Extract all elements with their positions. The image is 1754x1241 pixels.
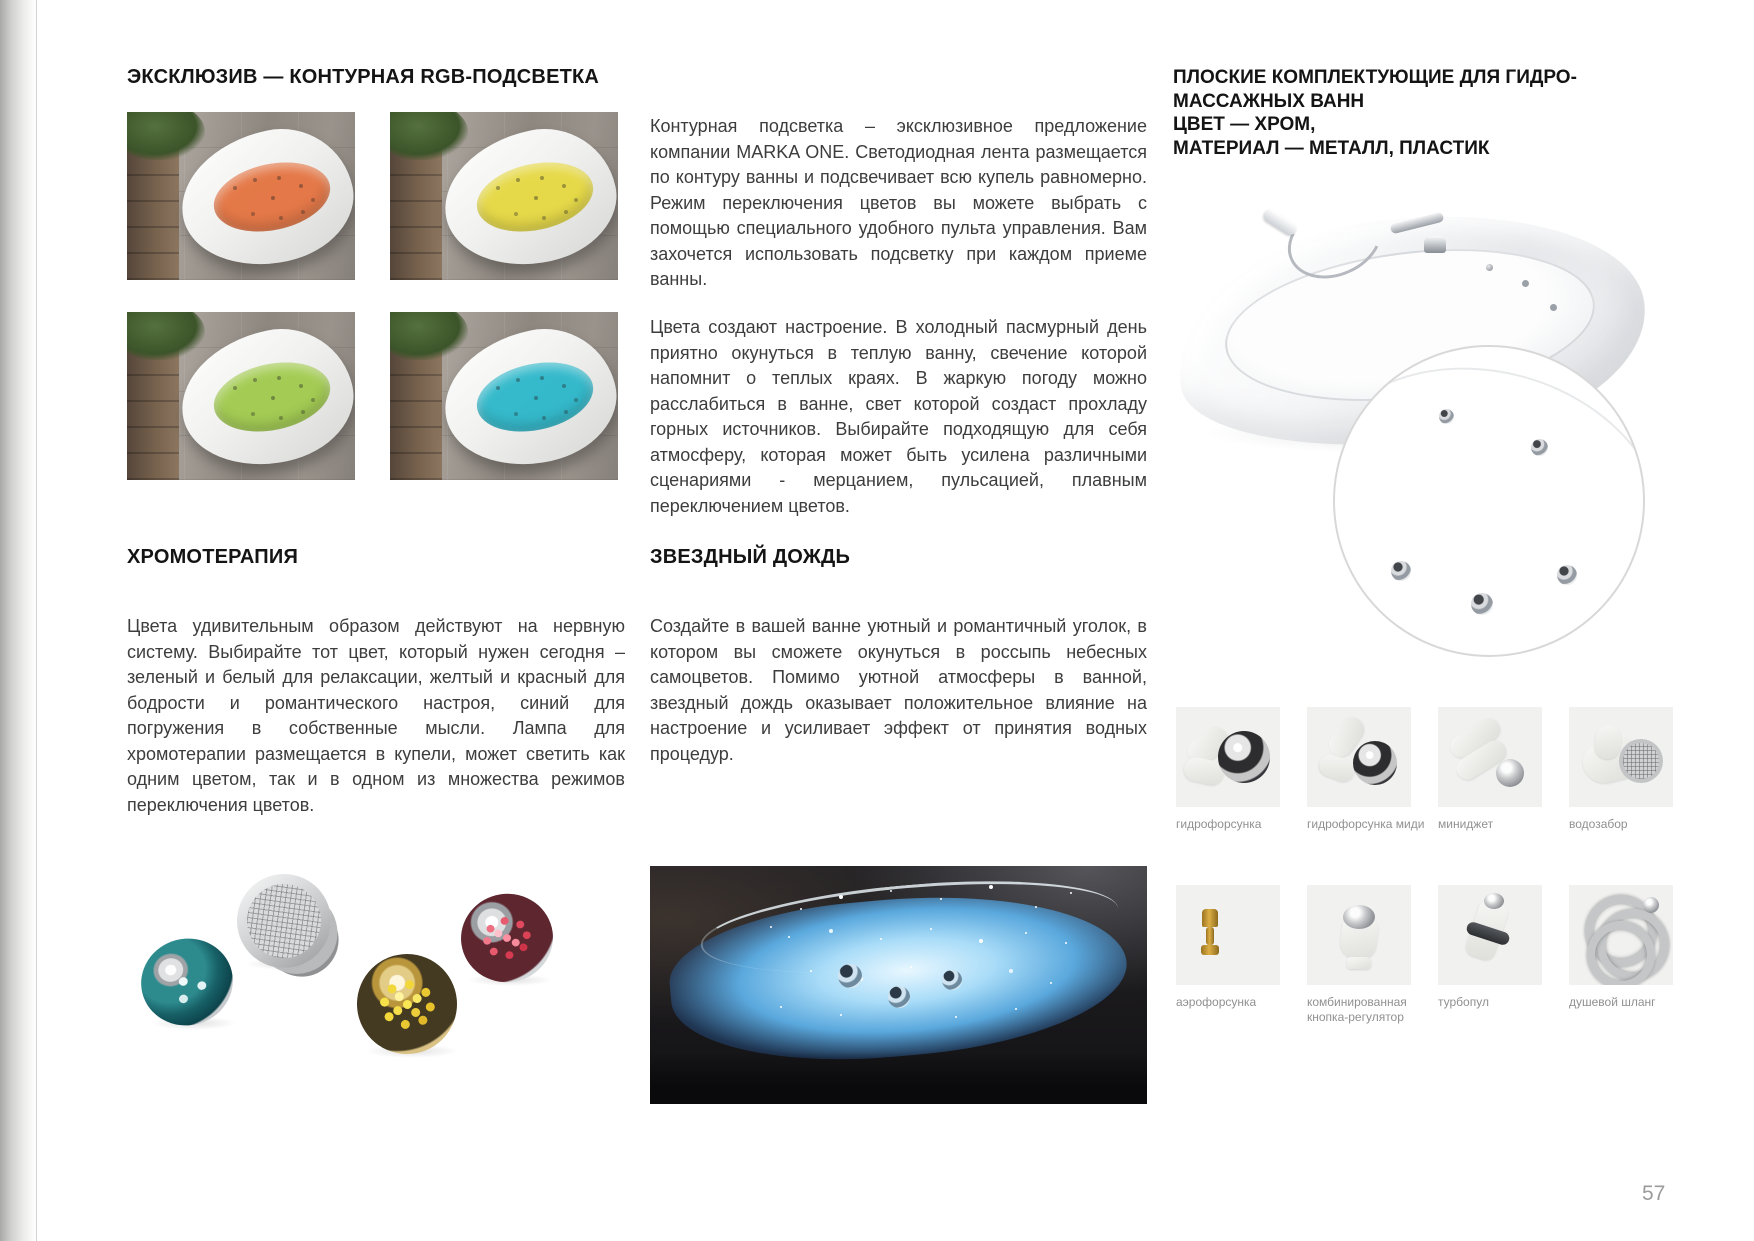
hydromassage-bathtub-image [1168,190,1663,672]
jet [888,986,910,1008]
shower-hose-photo [1569,885,1673,985]
jet [1439,409,1454,424]
chromotherapy-led-lamps-image [125,858,570,1118]
mesh-face [242,879,326,963]
jet-dots [271,196,275,200]
hose-fitting [1643,897,1659,913]
chrome-mixer [1424,236,1446,253]
hydrojet-photo [1176,707,1280,807]
white-flange [1347,957,1371,969]
hand-shower [1261,207,1298,237]
chrome-mesh-lamp [231,868,337,974]
heading-line: ПЛОСКИЕ КОМПЛЕКТУЮЩИЕ ДЛЯ ГИДРО- [1173,67,1577,88]
jet-dots [534,396,538,400]
brass-stem [1206,927,1214,945]
heading-line: ЦВЕТ — ХРОМ, [1173,114,1316,135]
lamp-dots [178,976,189,986]
rgb-bathtub-image-grid [127,112,625,480]
page-number: 57 [1642,1182,1666,1205]
star-rain-paragraph: Создайте в вашей ванне уютный и романтичный уголок, в котором вы сможете окунуться в россыпь небесных самоцветов. Помимо уютной атмосферы в ванной, звездный дождь оказывает положительное влияние на настроение и усиливает эффект от принятия водных процедур. [650,616,1147,764]
component-combo-control-button [1307,885,1431,1025]
components-section-heading [1173,66,1673,160]
jet-dots [534,196,538,200]
component-label: аэрофорсунка [1176,995,1257,1009]
jet-face [1496,759,1524,787]
minijet-photo [1438,707,1542,807]
lamp-dots [503,934,512,943]
rgb-paragraph-2: Цвета создают настроение. В холодный пасмурный день приятно окунуться в теплую ванну, свечение которой напомнит о теплых краях. В жаркую погоду можно расслабиться в ванне, свет которой создаст прохладу горных источников. Выбирайте подходящую для себя атмосферу, которая может быть усилена различными сценариями - мерцанием, пульсацией, плавным переключением цветов. [650,317,1147,516]
mesh-cap [1623,743,1659,779]
component-label: комбинированная кнопка-регулятор [1307,995,1407,1024]
magnifier-circle-inset [1333,345,1645,657]
component-label: гидрофорсунка миди [1307,817,1425,831]
gold-led-lamp [352,949,462,1059]
brass-base [1201,945,1219,955]
hydrojet-midi-photo [1307,707,1411,807]
bathtub-cyan-backlight-image [390,312,618,480]
dark-floor [650,1052,1147,1104]
jet [942,970,962,990]
jet [1471,593,1493,615]
jet [838,964,862,988]
rgb-paragraph-1: Контурная подсветка – эксклюзивное предложение компании MARKA ONE. Светодиодная лента размещается по контуру ванны и подсвечивает всю купель равномерно. Режим переключения цветов вы можете выбрать с помощью специального удобного пульта управления. Вам захочется использовать подсветку при каждом приеме ванны. [650,116,1147,289]
hose-coil [1587,921,1655,985]
component-hydrojet [1176,707,1300,832]
bathtub-yellow-backlight-image [390,112,618,280]
chromotherapy-paragraph: Цвета удивительным образом действуют на нервную систему. Выбирайте тот цвет, который нужен сегодня – зеленый и белый для релаксации, желтый и красный для бодрости и романтического настроя, синий для погружения в собственные мысли. Лампа для хромотерапии размещается в купели, может светить как одним цветом, так и в одном из множества режимов переключения цветов. [127,616,625,815]
button-cap [1343,905,1375,929]
component-hydrojet-midi [1307,707,1431,832]
heading-line: МАТЕРИАЛ — МЕТАЛЛ, ПЛАСТИК [1173,137,1490,159]
component-aerojet [1176,885,1300,1010]
star-dots [770,926,772,928]
rgb-section-title: ЭКСКЛЮЗИВ — КОНТУРНАЯ RGB-ПОДСВЕТКА [127,66,600,88]
components-grid [1176,707,1696,1052]
component-label: турбопул [1438,995,1489,1009]
rim-jet-dots [1486,264,1493,271]
component-minijet [1438,707,1562,832]
bathtub-green-backlight-image [127,312,355,480]
star-rain-bathtub-image [650,866,1147,1104]
star-rain-title: ЗВЕЗДНЫЙ ДОЖДЬ [650,546,851,568]
bathtub-orange-backlight-image [127,112,355,280]
jet-face [1218,731,1270,783]
lamp-dots [402,1000,412,1010]
page-spine-shading [0,0,37,1241]
red-led-lamp [455,888,558,988]
chromotherapy-title: ХРОМОТЕРАПИЯ [127,546,299,568]
jet [1557,565,1577,585]
jet [1531,439,1548,456]
component-shower-hose [1569,885,1693,1010]
component-label: гидрофорсунка [1176,817,1262,831]
component-label: душевой шланг [1569,995,1656,1009]
chrome-tip [1484,893,1504,909]
aerojet-photo [1176,885,1280,985]
jet-face [1353,741,1397,785]
component-turbopool [1438,885,1562,1010]
brass-top [1202,909,1218,927]
heading-line: МАССАЖНЫХ ВАНН [1173,90,1365,112]
turbopool-photo [1438,885,1542,985]
combo-control-button-photo [1307,885,1411,985]
component-label: водозабор [1569,817,1628,831]
white-pipe [1316,752,1357,785]
jet [1391,561,1411,581]
component-label: миниджет [1438,817,1494,831]
water-intake-photo [1569,707,1673,807]
component-water-intake [1569,707,1693,832]
jet-dots [271,396,275,400]
